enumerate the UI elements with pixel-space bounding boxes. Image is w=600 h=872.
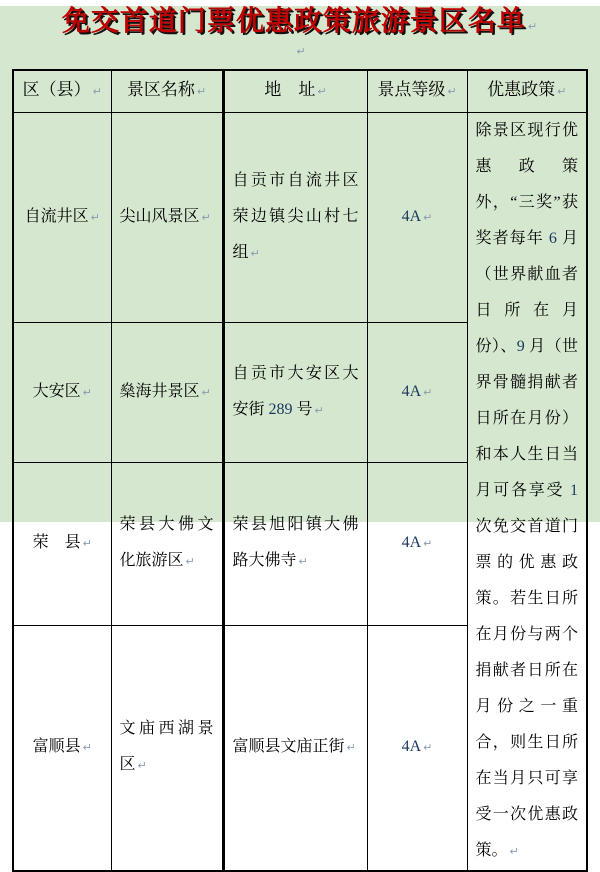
- grade-cell: [367, 462, 467, 626]
- district-cell: [13, 626, 111, 871]
- paragraph-mark: ↵: [82, 385, 92, 399]
- address-cell: [223, 626, 367, 871]
- paragraph-mark: ↵: [423, 741, 433, 755]
- paragraph-mark: ↵: [196, 85, 207, 99]
- header-address: [223, 70, 367, 112]
- paragraph-mark: ↵: [423, 210, 433, 224]
- scenic-areas-table: [12, 69, 588, 872]
- paragraph-mark: ↵: [185, 555, 195, 569]
- address-value: 荣县旭阳镇大佛路大佛寺: [232, 516, 359, 570]
- paragraph-mark: ↵: [90, 210, 100, 224]
- empty-paragraph: [0, 43, 600, 61]
- header-address-label: 地 址: [264, 80, 316, 100]
- header-policy: [467, 70, 587, 112]
- address-value: 自贡市自流井区荣边镇尖山村七组: [232, 171, 359, 261]
- scenic-name-cell: [111, 626, 223, 871]
- paragraph-mark: ↵: [423, 537, 433, 551]
- paragraph-mark: ↵: [557, 85, 567, 99]
- policy-cell: [467, 112, 587, 871]
- paragraph-mark: ↵: [250, 246, 260, 260]
- policy-text: 除景区现行优惠政策外，“三奖”获奖者每年 6 月（世界献血者日所在月份）、9 月（世界骨髓捐献者日所在月份）和本人生日当月可各享受 1 次免交首道门票的优惠政策。若生日所在月份与两个捐献者日所在月份之一重合，则生日所在当月只可享受一次优惠政策。: [475, 121, 578, 859]
- paragraph-mark: ↵: [92, 85, 102, 99]
- address-cell: [223, 112, 367, 323]
- district-cell: [13, 462, 111, 626]
- scenic-name-cell: [111, 112, 223, 323]
- paragraph-mark: ↵: [296, 45, 306, 58]
- paragraph-mark: ↵: [298, 555, 308, 569]
- address-cell: [223, 462, 367, 626]
- scenic-name-value: 尖山风景区: [119, 207, 200, 225]
- paragraph-mark: ↵: [82, 537, 92, 551]
- district-value: 富顺县: [32, 738, 81, 756]
- district-value: 自流井区: [24, 207, 89, 225]
- paragraph-mark: ↵: [527, 20, 539, 33]
- paragraph-mark: ↵: [201, 210, 211, 224]
- district-value: 大安区: [32, 382, 81, 400]
- paragraph-mark: ↵: [82, 741, 92, 755]
- grade-value: 4A: [401, 738, 422, 756]
- address-cell: [223, 323, 367, 462]
- paragraph-mark: ↵: [346, 741, 356, 755]
- scenic-name-cell: [111, 462, 223, 626]
- header-name: [111, 70, 223, 112]
- header-district: [13, 70, 111, 112]
- header-name-label: 景区名称: [126, 80, 195, 100]
- paragraph-mark: ↵: [137, 759, 147, 773]
- grade-cell: [367, 112, 467, 323]
- header-policy-label: 优惠政策: [487, 80, 556, 100]
- scenic-name-value: 文庙西湖景区: [119, 720, 214, 774]
- document-page: [0, 6, 600, 859]
- paragraph-mark: ↵: [509, 844, 519, 858]
- table-header-row: [13, 70, 587, 112]
- grade-cell: [367, 626, 467, 871]
- grade-cell: [367, 323, 467, 462]
- grade-value: 4A: [401, 534, 422, 552]
- district-value: 荣 县: [32, 534, 81, 552]
- address-value: 自贡市大安区大安街 289 号: [232, 364, 359, 418]
- scenic-name-value: 燊海井景区: [119, 382, 200, 400]
- table-row: [13, 112, 587, 323]
- page-title-text: 免交首道门票优惠政策旅游景区名单: [61, 6, 526, 37]
- grade-value: 4A: [401, 207, 422, 225]
- district-cell: [13, 112, 111, 323]
- header-grade: [367, 70, 467, 112]
- paragraph-mark: ↵: [447, 85, 457, 99]
- header-grade-label: 景点等级: [377, 80, 446, 100]
- address-value: 富顺县文庙正街: [232, 738, 345, 756]
- scenic-name-cell: [111, 323, 223, 462]
- scenic-name-value: 荣县大佛文化旅游区: [119, 516, 214, 570]
- page-title: [0, 6, 600, 43]
- paragraph-mark: ↵: [314, 403, 324, 417]
- grade-value: 4A: [401, 382, 422, 400]
- paragraph-mark: ↵: [317, 85, 327, 99]
- header-district-label: 区（县）: [22, 80, 91, 100]
- paragraph-mark: ↵: [201, 385, 211, 399]
- paragraph-mark: ↵: [423, 385, 433, 399]
- district-cell: [13, 323, 111, 462]
